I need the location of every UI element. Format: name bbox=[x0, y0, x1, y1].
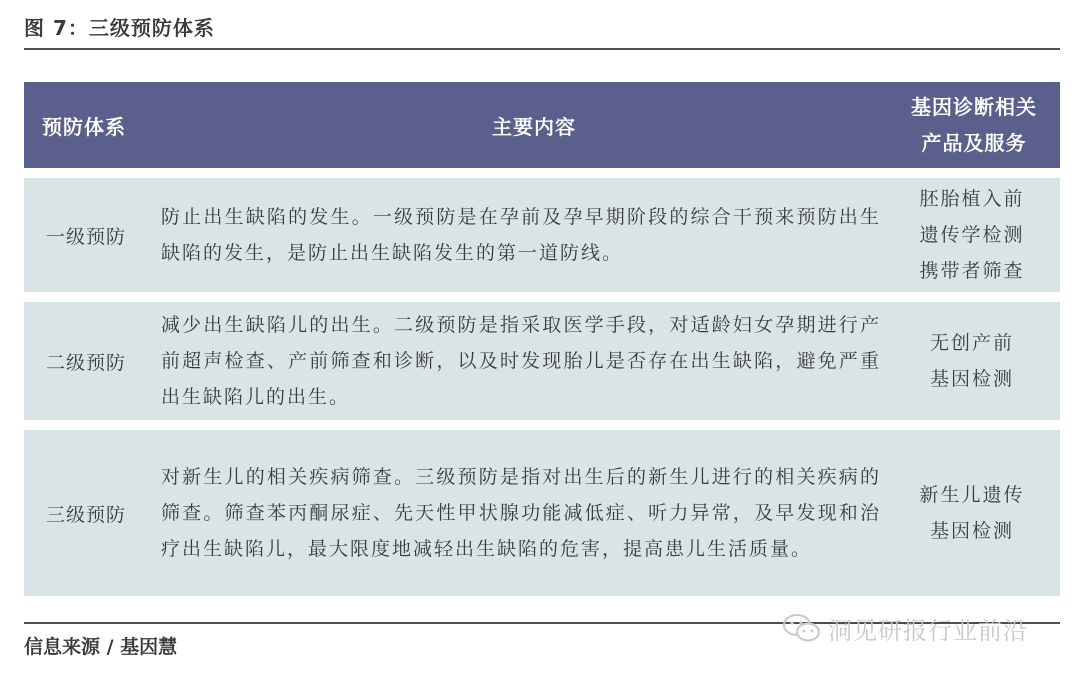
table-row-primary bbox=[24, 178, 1060, 292]
product-line: 基因检测 bbox=[929, 520, 1014, 542]
product-line: 基因检测 bbox=[929, 368, 1014, 390]
table-row-secondary bbox=[24, 302, 1060, 420]
product-line: 新生儿遗传 bbox=[919, 484, 1025, 506]
row-content: 减少出生缺陷儿的出生。二级预防是指采取医学手段，对适龄妇女孕期进行产前超声检查、产前筛查和诊断，以及时发现胎儿是否存在出生缺陷，避免严重出生缺陷儿的出生。 bbox=[161, 314, 881, 408]
row-content: 防止出生缺陷的发生。一级预防是在孕前及孕早期阶段的综合干预来预防出生缺陷的发生，是防止出生缺陷发生的第一道防线。 bbox=[161, 206, 881, 264]
product-line: 胚胎植入前 bbox=[919, 188, 1025, 210]
top-divider bbox=[24, 48, 1060, 50]
row-name: 三级预防 bbox=[45, 503, 126, 526]
watermark-text: 洞见研报行业前沿 bbox=[828, 616, 1028, 645]
product-line: 无创产前 bbox=[929, 332, 1014, 354]
wechat-icon bbox=[782, 613, 822, 643]
product-line: 携带者筛查 bbox=[919, 260, 1025, 282]
header-products-line2: 产品及服务 bbox=[921, 131, 1027, 155]
row-content: 对新生儿的相关疾病筛查。三级预防是指对出生后的新生儿进行的相关疾病的筛查。筛查苯丙酮尿症、先天性甲状腺功能减低症、听力异常，及早发现和治疗出生缺陷儿，最大限度地减轻出生缺陷的危害，提高患儿生活质量。 bbox=[161, 466, 881, 560]
row-name: 一级预防 bbox=[45, 225, 126, 248]
header-products-line1: 基因诊断相关 bbox=[911, 95, 1037, 119]
row-products bbox=[904, 430, 1040, 596]
figure-title: 图 7：三级预防体系 bbox=[24, 16, 215, 40]
header-system: 预防体系 bbox=[42, 114, 126, 139]
watermark bbox=[782, 610, 1028, 646]
table-row-tertiary bbox=[24, 430, 1060, 596]
row-products bbox=[904, 178, 1040, 292]
source-note: 信息来源 / 基因慧 bbox=[24, 636, 178, 658]
row-products bbox=[904, 302, 1040, 420]
row-name: 二级预防 bbox=[45, 351, 126, 374]
header-content: 主要内容 bbox=[492, 114, 576, 139]
table-header bbox=[24, 82, 1060, 168]
product-line: 遗传学检测 bbox=[919, 224, 1025, 246]
header-products bbox=[904, 82, 1044, 168]
